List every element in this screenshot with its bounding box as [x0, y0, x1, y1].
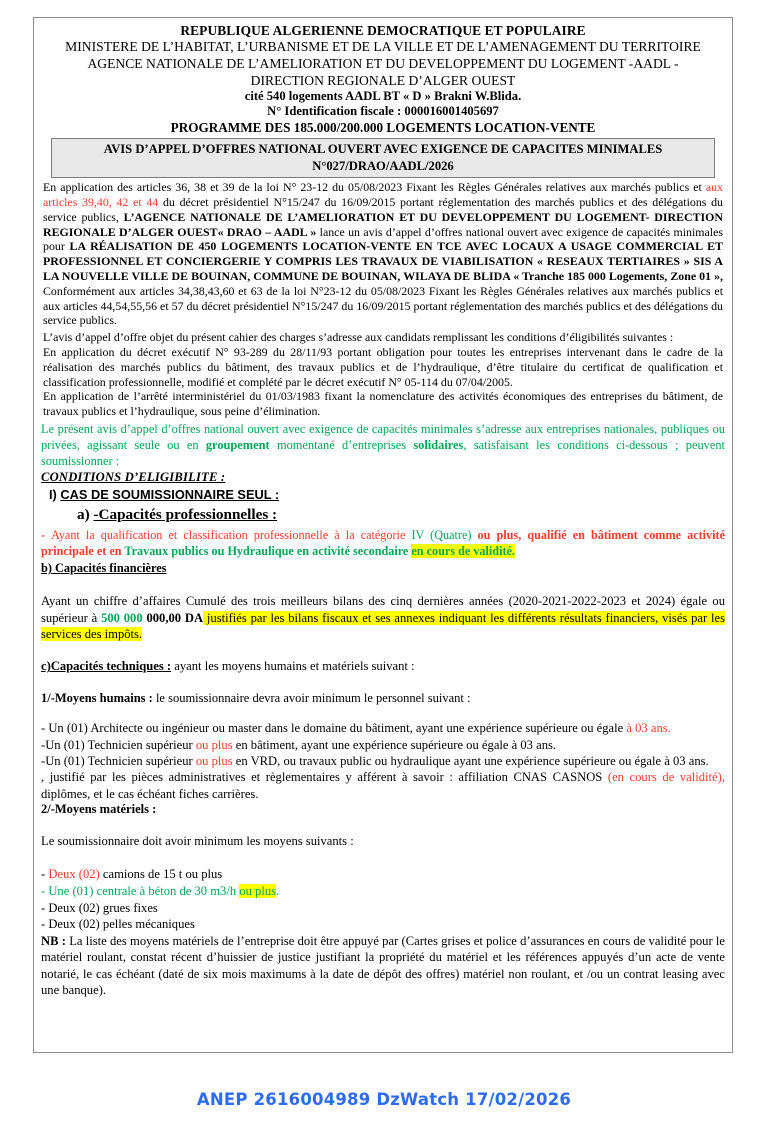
human-means-item-3 [41, 753, 725, 769]
human-means-item-1 [41, 720, 725, 736]
hm2-text-a: -Un (01) Technicien supérieur [41, 737, 196, 752]
hm3-red: ou plus [195, 754, 233, 768]
green-seg2-groupement: groupement [205, 438, 270, 453]
document-frame [33, 17, 733, 1053]
cap-pro-red1: Ayant la qualification et classification professionnelle à la catégorie [51, 528, 412, 543]
hm1-text: - Un (01) Architecte ou ingénieur ou master dans le domaine du bâtiment, ayant une expérience supérieure ou égale [41, 721, 627, 736]
intro-seg5: lance un avis d’appel d’offres national ouvert avec exigence de capacités minimales pour [43, 224, 723, 254]
conditions-eligibility-label: CONDITIONS D’ELIGIBILITE : [41, 470, 226, 485]
hm4-text-b: diplômes, et le cas échéant fiches carrières. [41, 786, 259, 801]
conditions-eligibility-heading [41, 470, 725, 485]
intro-seg7: Conformément aux articles 34,38,43,60 et 63 de la loi N°23-12 du 05/08/2023 Fixant les Règles Générales relatives aux marchés publics et aux articles 44,54,55,56 et 57 du décret présidentiel N°15/247 du 16/09/2015 portant réglementation des marchés publics et des délégations du service publics. [43, 283, 723, 328]
green-seg1: Le présent avis d’appel d’offres national ouvert avec exigence de capacités minimales s’adresse aux entreprises nationales, publiques ou privées, agissant seule ou en [41, 422, 725, 453]
header-line-address: cité 540 logements AADL BT « D » Brakni W.Blida. [244, 89, 522, 104]
anep-footer: ANEP 2616004989 DzWatch 17/02/2026 [196, 1090, 572, 1109]
material-means-intro: Le soumissionnaire doit avoir minimum les moyens suivants : [41, 834, 354, 849]
eligibility-p2: En application du décret exécutif N° 93-289 du 28/11/93 portant obligation pour toutes les entreprises intervenant dans le cadre de la réalisation des marchés publics du bâtiment, des travaux publics et de l’hydraulique, d’être titulaire du certificat de qualification et classification professionnelle, modifié et complété par le décret exécutif N° 05-114 du 07/04/2005. [43, 345, 723, 389]
tender-title-box [51, 138, 715, 178]
human-means-item-2 [41, 737, 725, 753]
professional-capacity-text [41, 528, 725, 560]
fin-highlight-rest: justifiés par les bilans fiscaux et ses annexes indiquant les différents résultats financiers, visés par les services des impôts. [41, 610, 725, 641]
cap-pro-label: -Capacités professionnelles : [93, 506, 278, 524]
cap-pro-red2: ou plus, qualifié en bâtiment comme activité principale et en [41, 528, 726, 559]
green-notice-paragraph [41, 421, 725, 469]
eligibility-intro [41, 330, 725, 419]
eligibility-p3: En application de l’arrêté interministériel du 01/03/1983 fixant la nomenclature des activités économiques des entreprises du bâtiment, de travaux publics et l’hydraulique, sous peine d’élimination. [43, 389, 723, 419]
intro-seg6-bold: LA RÉALISATION DE 450 LOGEMENTS LOCATION-VENTE EN TCE AVEC LOCAUX A USAGE COMMERCIAL ET PROFESSIONNEL ET CONCIERGERIE Y COMPRIS LES TRAVAUX DE VIABILISATION « RESEAUX TERTIAIRES » SIS A LA NOUVELLE VILLE DE BOUINAN, COMMUNE DE BOUINAN, WILAYA DE BLIDA « Tranche 185 000 Logements, Zone 01 », [43, 239, 723, 283]
human-means-label: 1/-Moyens humains : [41, 691, 153, 706]
header-line-direction: DIRECTION REGIONALE D’ALGER OUEST [250, 72, 516, 88]
human-means-item-4 [41, 769, 725, 802]
mat1-red: Deux (02) [48, 867, 100, 882]
material-item-4: - Deux (02) pelles mécaniques [41, 917, 195, 932]
professional-capacity-heading [41, 506, 725, 524]
material-means-heading: 2/-Moyens matériels : [41, 802, 157, 817]
human-means-heading [41, 691, 725, 706]
case-single-bidder-heading [41, 487, 725, 502]
material-item-2 [41, 883, 725, 900]
fin-amount-bold: 000,00 DA [142, 610, 204, 625]
tender-title-line2: N°027/DRAO/AADL/2026 [312, 158, 454, 173]
hm2-text-b: en bâtiment, ayant une expérience supérieure ou égale à 03 ans. [232, 737, 557, 752]
mat1-dash: - [41, 867, 49, 882]
document-inner [34, 18, 732, 1002]
mat1-rest: camions de 15 t ou plus [99, 867, 223, 882]
header-line-programme: PROGRAMME DES 185.000/200.000 LOGEMENTS LOCATION-VENTE [170, 119, 596, 135]
intro-paragraph [41, 180, 725, 328]
human-means-list [41, 720, 725, 802]
technical-capacity-heading [41, 659, 725, 674]
hm4-text-a: , justifié par les pièces administratives et règlementaires y afférent à savoir : affiliation CNAS CASNOS [41, 770, 608, 785]
fin-amount-green: 500 000 [101, 610, 143, 625]
mat2-tail: . [276, 883, 280, 898]
hm3-text-a: -Un (01) Technicien supérieur [41, 754, 196, 768]
material-means-note [41, 933, 725, 998]
header-line-agency: AGENCE NATIONALE DE L’AMELIORATION ET DU DEVELOPPEMENT DU LOGEMENT -AADL - [87, 55, 679, 71]
mat2-highlight: ou plus [239, 883, 277, 898]
green-seg5: , satisfaisant les conditions ci-dessous ; peuvent soumissionner : [41, 438, 725, 469]
green-seg4-solidaires: solidaires [413, 438, 464, 453]
tender-title-line1: AVIS D’APPEL D’OFFRES NATIONAL OUVERT AVEC EXIGENCE DE CAPACITES MINIMALES [103, 141, 663, 156]
human-means-rest: le soumissionnaire devra avoir minimum le personnel suivant : [152, 691, 471, 706]
fin-seg1: Ayant un chiffre d’affaires Cumulé des trois meilleurs bilans des cinq dernières années (2020-2021-2022-2023 et 2024) égale ou supérieur à [41, 594, 725, 625]
intro-text [43, 180, 723, 328]
nb-text: La liste des moyens matériels de l’entreprise doit être appuyé par (Cartes grises et police d’assurances en cours de validité pour le matériel roulant, constat récent d’huissier de justice justifiant la propriété du matériel et les références appuyés d’un acte de vente notarié, le cas échéant (daté de six mois maximums à la date de dépôt des offres) matériel non roulant, et /ou un contrat leasing avec une banque). [41, 934, 725, 998]
intro-seg1: En application des articles 36, 38 et 39 de la loi N° 23-12 du 05/08/2023 Fixant les Règles Générales relatives aux marchés publics et [43, 180, 706, 195]
tech-rest: ayant les moyens humains et matériels suivant : [171, 659, 415, 674]
hm2-red: ou plus [195, 737, 233, 752]
intro-seg3: du décret présidentiel N°15/247 du 16/09/2015 portant réglementation des marchés publics et des délégations du service publics, [43, 194, 724, 224]
nb-label: NB : [41, 934, 66, 949]
header-line-republic: REPUBLIQUE ALGERIENNE DEMOCRATIQUE ET POPULAIRE [180, 23, 586, 38]
hm3-text-b: en VRD, ou travaux public ou hydraulique ayant une expérience supérieure ou égale à 03 ans. [232, 754, 709, 768]
financial-capacity-heading: b) Capacités financières [41, 561, 167, 576]
cap-pro-green2: Travaux publics ou Hydraulique en activité secondaire [124, 544, 412, 559]
cap-pro-validity-highlight: en cours de validité. [411, 544, 515, 559]
hm4-red: (en cours de validité), [607, 770, 725, 785]
tech-label: c)Capacités techniques : [41, 659, 172, 674]
case-prefix: I) [49, 487, 61, 503]
document-header [41, 23, 725, 136]
cap-pro-category: IV (Quatre) [411, 528, 472, 543]
intro-seg4-bold: L’AGENCE NATIONALE DE L’AMELIORATION ET DU DEVELOPPEMENT DU LOGEMENT- DIRECTION REGIONALE D’ALGER OUEST« DRAO – AADL » [43, 209, 723, 239]
header-line-fiscal-id: N° Identification fiscale : 000016001405697 [267, 104, 499, 119]
mat2-green: - Une (01) centrale à béton de 30 m3/h [41, 883, 240, 898]
material-item-3: - Deux (02) grues fixes [41, 900, 158, 915]
case-label: CAS DE SOUMISSIONNAIRE SEUL : [60, 487, 280, 503]
eligibility-p1: L’avis d’appel d’offre objet du présent cahier des charges s’adresse aux candidats remplissant les conditions d’éligibilités suivantes : [43, 330, 674, 345]
cap-pro-prefix: a) [77, 506, 94, 524]
cap-pro-dash: - [41, 528, 52, 543]
material-means-list [41, 866, 725, 933]
intro-seg2-red: aux articles 39,40, 42 et 44 [43, 180, 723, 209]
green-seg3: momentané d’entreprises [269, 438, 414, 453]
material-item-1 [41, 866, 725, 883]
financial-capacity-text [41, 593, 725, 642]
hm1-red: à 03 ans. [626, 721, 671, 736]
header-line-ministry: MINISTERE DE L’HABITAT, L’URBANISME ET DE LA VILLE ET DE L’AMENAGEMENT DU TERRITOIRE [65, 39, 701, 55]
